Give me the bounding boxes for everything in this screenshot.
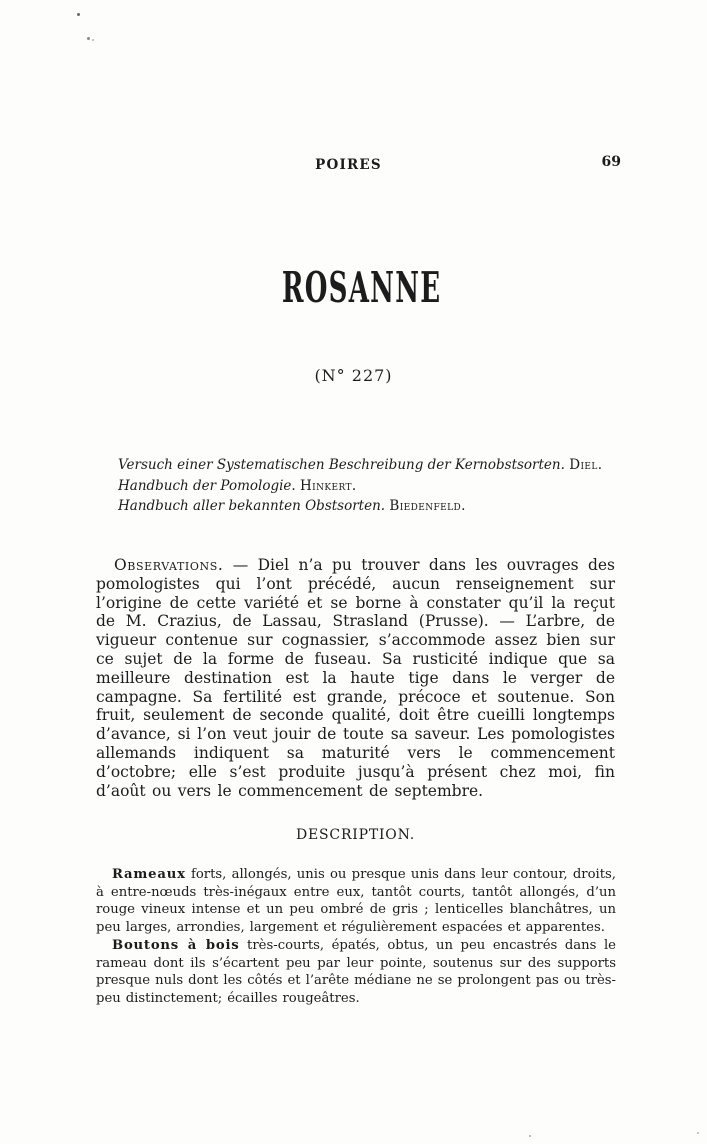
page-number: 69 — [601, 154, 621, 170]
running-title: POIRES — [315, 157, 382, 173]
scan-speck — [87, 37, 90, 40]
variety-title: ROSANNE — [281, 263, 442, 312]
bibliography-work: Handbuch der Pomologie. — [118, 477, 296, 494]
bibliography-entry — [118, 476, 618, 497]
description-block — [96, 866, 616, 1008]
running-header — [96, 154, 615, 173]
scan-speck — [697, 1132, 699, 1134]
description-paragraph-rameaux — [96, 866, 616, 937]
description-text: forts, allongés, unis ou presque unis dans leur contour, droits, à entre-nœuds très-inégaux entre eux, tantôt courts, tantôt allongés, d’un rouge vineux intense et un peu ombré de gris ; lenticelles blanchâtres, un peu larges, arrondies, largement et régulièrement espacées et apparentes. — [96, 867, 616, 936]
description-heading: DESCRIPTION. — [296, 827, 415, 843]
bibliography-author: Hinkert. — [300, 477, 357, 494]
scan-speck — [92, 39, 94, 41]
description-paragraph-boutons — [96, 937, 616, 1008]
scan-speck — [529, 1135, 531, 1137]
observations-label: Observations. — [114, 556, 224, 574]
bibliography-author: Diel. — [569, 457, 603, 473]
bibliography — [118, 455, 618, 517]
bibliography-work: Handbuch aller bekannten Obstsorten. — [118, 498, 386, 514]
bibliography-author: Biedenfeld. — [389, 498, 466, 514]
bibliography-work: Versuch einer Systematischen Beschreibung der Kernobstsorten. — [118, 457, 565, 473]
description-term: Rameaux — [112, 867, 186, 882]
observations-paragraph — [96, 556, 615, 800]
variety-number: (N° 227) — [314, 366, 393, 385]
scan-speck — [77, 13, 80, 16]
variety-title-row — [0, 263, 707, 312]
description-text: très-courts, épatés, obtus, un peu encastrés dans le rameau dont ils s’écartent peu par leur pointe, soutenus sur des supports presque nuls dont les côtés et l’arête médiane ne se prolongent pas ou très-peu distinctement; écailles rougeâtres. — [96, 937, 616, 1006]
description-term: Boutons à bois — [112, 937, 240, 953]
observations-text: — Diel n’a pu trouver dans les ouvrages des pomologistes qui l’ont précédé, aucun renseignement sur l’origine de cette variété et se borne à constater qu’il la reçut de M. Crazius, de Lassau, Strasland (Prusse). — L’arbre, de vigueur contenue sur cognassier, s’accommode assez bien sur ce sujet de la forme de fuseau. Sa rusticité indique que sa meilleure destination est la haute tige dans le verger de campagne. Sa fertilité est grande, précoce et soutenue. Son fruit, seulement de seconde qualité, doit être cueilli longtemps d’avance, si l’on veut jouir de toute sa saveur. Les pomologistes allemands indiquent sa maturité vers le commencement d’octobre; elle s’est produite jusqu’à présent chez moi, fin d’août ou vers le commencement de septembre. — [96, 556, 615, 800]
bibliography-entry — [118, 496, 618, 517]
bibliography-entry — [118, 455, 618, 476]
